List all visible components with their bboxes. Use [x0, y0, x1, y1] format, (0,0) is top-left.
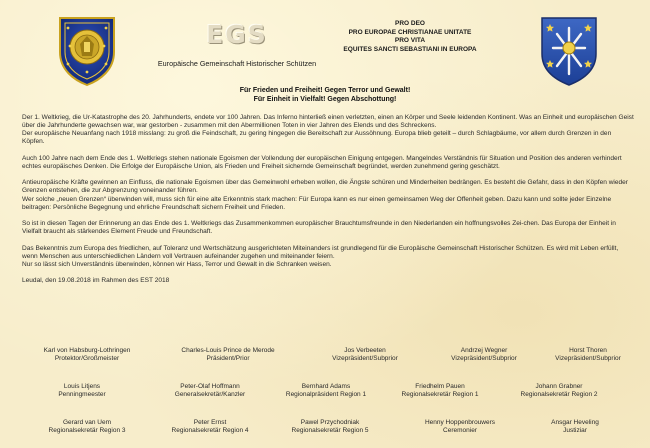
declaration-body — [22, 114, 634, 285]
signatory — [32, 419, 142, 436]
signatory-name: Charles-Louis Prince de Merode — [181, 347, 275, 354]
paragraph — [22, 245, 634, 269]
signatory — [310, 347, 420, 364]
right-coat-of-arms-icon — [538, 14, 600, 88]
signatory-role: Regionalsekretär Region 3 — [48, 427, 126, 435]
place-and-date: Leudal, den 19.08.2018 im Rahmen des EST 2018 — [22, 277, 170, 285]
signatory-role: Penningmeester — [58, 391, 106, 399]
paragraph — [22, 179, 634, 212]
signatory — [405, 419, 515, 436]
motto-line: EQUITES SANCTI SEBASTIANI IN EUROPA — [343, 45, 477, 53]
paragraph-text: Wer solche „neuen Grenzen“ überwinden will, muss sich für eine alte Erkenntnis stark machen: Für Europa kann es nur einen gemeinsamen Weg der Offenheit geben. Dazu kann und sollte jeder Einzelne beitragen: Persönliche Begegnung und ehrliche Freundschaft sichern Freiheit und Frieden. — [22, 195, 612, 211]
signatory — [155, 383, 265, 400]
signatory-role: Regionalsekretär Region 2 — [520, 391, 598, 399]
signatory-name: Ansgar Heveling — [551, 419, 599, 426]
paragraph-text: Das Bekenntnis zum Europa des friedlichen, auf Toleranz und Wertschätzung ausgerichteten Miteinanders ist grundlegend für die Europäische Gemeinschaft Historischer Schützen. Es wird mit Leben erfüllt, wenn Menschen aus unterschiedlichen Ländern voll Vertrauen aufeinander zugehen und miteinander feiern. — [22, 244, 619, 260]
signatory-role: Vizepräsident/Subprior — [451, 355, 517, 363]
organization-name: Europäische Gemeinschaft Historischer Schützen — [157, 59, 317, 68]
signatory — [265, 419, 395, 436]
paragraph-text: Der europäische Neuanfang nach 1918 misslang: zu groß die Feindschaft, zu gering hingegen die Bereitschaft zur Aussöhnung. Europa blieb geteilt – durch Schlagbäume, vor allem durch Grenzen in den Köpfen. — [22, 130, 612, 146]
signatory-name: Gerard van Uem — [62, 419, 112, 426]
signatory-role: Protektor/Großmeister — [54, 355, 120, 363]
signatory-role: Regionalpräsident Region 1 — [285, 391, 367, 399]
motto-line: PRO EUROPAE CHRISTIANAE UNITATE — [348, 28, 472, 36]
paragraph: So ist in diesen Tagen der Erinnerung an das Ende des 1. Weltkriegs das Zusammenkommen europäischer Brauchtumsfreunde in den Niederlanden ein hoffnungsvolles Zei-chen. Das Europa der Einheit in Vielfalt braucht als stärkendes Element Freude und Freundschaft. — [22, 220, 616, 236]
left-coat-of-arms-icon — [56, 14, 118, 88]
signatory — [380, 383, 500, 400]
signatory-role: Justiziar — [563, 427, 587, 435]
signatory-name: Johann Grabner — [535, 383, 583, 390]
signatory — [530, 419, 620, 436]
signatory — [538, 347, 638, 364]
signatory-role: Regionalsekretär Region 5 — [291, 427, 369, 435]
signatory-name: Andrzej Wegner — [460, 347, 508, 354]
signatory-role: Generalsekretär/Kanzler — [174, 391, 246, 399]
signatory-name: Horst Thoren — [569, 347, 607, 354]
egs-logo-text: EGS — [206, 20, 268, 49]
slogan-line: Für Einheit in Vielfalt! Gegen Abschottung! — [253, 96, 397, 104]
signatory — [499, 383, 619, 400]
signatory-name: Karl von Habsburg-Lothringen — [43, 347, 131, 354]
signatory-role: Präsident/Prior — [206, 355, 250, 363]
signatory — [266, 383, 386, 400]
motto-line: PRO DEO — [395, 20, 425, 27]
signatory — [150, 419, 270, 436]
signatory-role: Ceremonier — [443, 427, 477, 435]
signatory — [429, 347, 539, 364]
paragraph-text: Der 1. Weltkrieg, die Ur-Katastrophe des 20. Jahrhunderts, endete vor 100 Jahren. Das Inferno hinterließ einen verletzten, einen an Körper und Seele leidenden Kontinent. Was an Einheit und europäischen Geist über die Jahrhunderte gewachsen war, war gestorben - zusammen mit den Abermillionen Toten in vier Jahren des Elends und des Schreckens. — [22, 114, 634, 130]
signatory-name: Jos Verbeeten — [344, 347, 386, 354]
slogan-line: Für Frieden und Freiheit! Gegen Terror und Gewalt! — [239, 87, 411, 94]
paragraph-text: Antieuropäische Kräfte gewinnen an Einfluss, die nationale Egoismen über das Gemeinwohl erheben wollen, die Ängste schüren und Minderheiten bedrängen. Es besteht die Gefahr, dass in den Köpfen wieder Grenzen entstehen, die zur Abgrenzung voneinander führen. — [22, 179, 628, 195]
signatory-name: Henny Hoppenbrouwers — [424, 419, 496, 426]
signatory — [22, 347, 152, 364]
signatory-name: Louis Litjens — [63, 383, 101, 390]
paragraph — [22, 114, 634, 147]
motto-line: PRO VITA — [394, 37, 426, 45]
signatory-role: Vizepräsident/Subprior — [332, 355, 398, 363]
signatory — [42, 383, 122, 400]
signatory-role: Regionalsekretär Region 1 — [401, 391, 479, 399]
paragraph-text: Nur so lässt sich Unverständnis überwinden, können wir Hass, Terror und Gewalt in die Schranken weisen. — [22, 260, 332, 268]
paragraph: Auch 100 Jahre nach dem Ende des 1. Weltkriegs stehen nationale Egoismen der Vollendung der europäischen Einigung entgegen. Mangelndes Verständnis für Situation und Position des anderen verhindert echtes europäisches Denken. Die Erfolge der Europäische Union, als Frieden und Freiheit sichernde Gemeinschaft begründet, werden zunehmend gering geschätzt. — [22, 154, 622, 170]
latin-motto — [330, 20, 490, 54]
signatory-name: Friedhelm Pauen — [415, 383, 465, 390]
signatory-name: Peter-Olaf Hoffmann — [180, 383, 240, 390]
signatory-name: Peter Ernst — [193, 419, 227, 426]
signatory-role: Regionalsekretär Region 4 — [171, 427, 249, 435]
signatory-role: Vizepräsident/Subprior — [555, 355, 621, 363]
signatory-name: Bernhard Adams — [301, 383, 351, 390]
signatory — [163, 347, 293, 364]
slogans — [150, 86, 500, 105]
signatory-name: Pawel Przychodniak — [300, 419, 360, 426]
